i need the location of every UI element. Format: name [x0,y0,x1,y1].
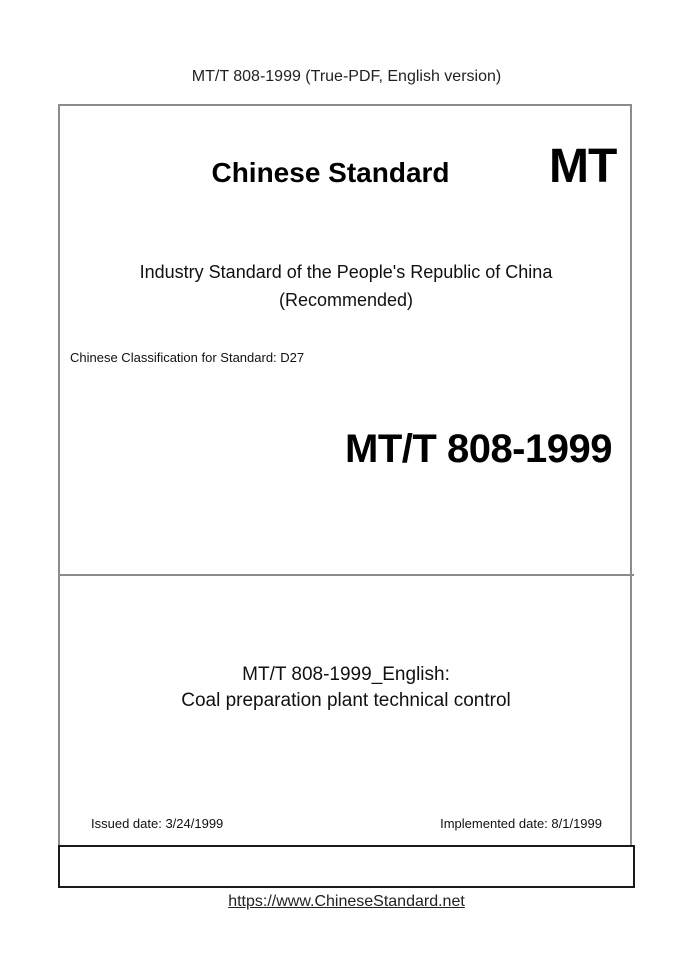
footer-website-link[interactable]: https://www.ChineseStandard.net [228,893,465,910]
implemented-date: Implemented date: 8/1/1999 [440,816,602,831]
document-title-line-2: Coal preparation plant technical control [181,690,511,711]
industry-line-2: (Recommended) [278,290,414,310]
bottom-empty-box [58,845,635,888]
page-header: MT/T 808-1999 (True-PDF, English version) [191,68,502,85]
section-divider [58,574,634,576]
document-title-line-1: MT/T 808-1999_English: [242,664,450,685]
classification-label: Chinese Classification for Standard: D27 [70,350,305,365]
issued-date: Issued date: 3/24/1999 [91,816,224,831]
cover-title-text: Chinese Standard [211,157,450,188]
industry-line-1: Industry Standard of the People's Republic of China [139,262,553,282]
standard-number: MT/T 808-1999 [345,427,612,471]
cover-frame [58,104,632,845]
document-title [58,662,634,714]
standard-code-mark: MT [549,140,617,193]
industry-standard-label [58,258,634,314]
